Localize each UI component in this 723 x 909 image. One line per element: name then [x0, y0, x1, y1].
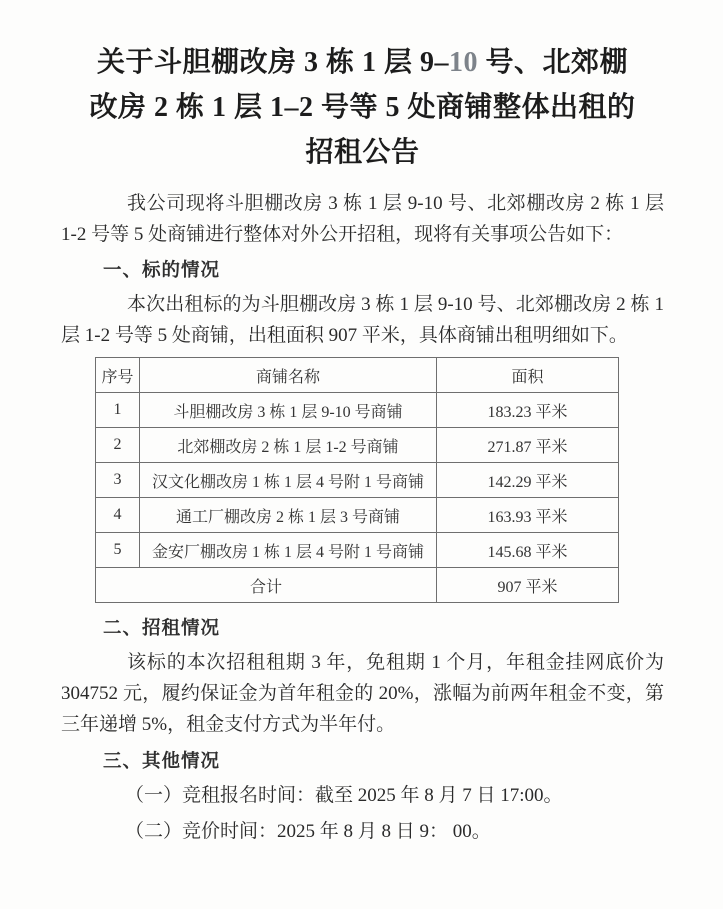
table-body — [96, 393, 619, 568]
table-total-row — [96, 568, 619, 603]
shops-table — [95, 357, 619, 603]
shop-name-cell: 北郊棚改房 2 栋 1 层 1-2 号商铺 — [140, 428, 437, 463]
table-row — [96, 428, 619, 463]
section-2-heading: 二、招租情况 — [103, 617, 221, 638]
column-header-index: 序号 — [96, 358, 140, 393]
section-1-paragraph: 本次出租标的为斗胆棚改房 3 栋 1 层 9-10 号、北郊棚改房 2 栋 1 层 1-2 号等 5 处商铺，出租面积 907 平米，具体商铺出租明细如下。 — [61, 294, 664, 346]
row-index-cell: 2 — [96, 428, 140, 463]
row-index-cell: 3 — [96, 463, 140, 498]
table-row — [96, 498, 619, 533]
area-cell: 271.87 平米 — [437, 428, 619, 463]
intro-paragraph: 我公司现将斗胆棚改房 3 栋 1 层 9-10 号、北郊棚改房 2 栋 1 层 1-2 号等 5 处商铺进行整体对外公开招租，现将有关事项公告如下： — [61, 193, 664, 245]
table-row — [96, 393, 619, 428]
total-value-cell: 907 平米 — [437, 568, 619, 603]
total-label-cell: 合计 — [96, 568, 437, 603]
row-index-cell: 5 — [96, 533, 140, 568]
title-text-part1: 关于斗胆棚改房 3 栋 1 层 9– — [96, 47, 449, 78]
shop-name-cell: 斗胆棚改房 3 栋 1 层 9-10 号商铺 — [140, 393, 437, 428]
row-index-cell: 4 — [96, 498, 140, 533]
table-row — [96, 463, 619, 498]
area-cell: 163.93 平米 — [437, 498, 619, 533]
table-header-row — [96, 358, 619, 393]
area-cell: 183.23 平米 — [437, 393, 619, 428]
area-cell: 145.68 平米 — [437, 533, 619, 568]
title-text-part2: 号、北郊棚改房 2 栋 1 层 1–2 号等 5 处商铺整体出租的招租公告 — [89, 47, 636, 168]
area-cell: 142.29 平米 — [437, 463, 619, 498]
section-1-heading: 一、标的情况 — [103, 259, 221, 280]
page-title — [85, 40, 641, 175]
title-faded-number: 10 — [449, 47, 478, 78]
section-3-heading: 三、其他情况 — [103, 750, 221, 771]
shop-name-cell: 汉文化棚改房 1 栋 1 层 4 号附 1 号商铺 — [140, 463, 437, 498]
section-3-item-signup-deadline: （一）竞租报名时间：截至 2025 年 8 月 7 日 17:00。 — [125, 785, 563, 806]
section-3-item-bidding-time: （二）竞价时间：2025 年 8 月 8 日 9： 00。 — [125, 821, 491, 842]
shop-name-cell: 金安厂棚改房 1 栋 1 层 4 号附 1 号商铺 — [140, 533, 437, 568]
table-row — [96, 533, 619, 568]
row-index-cell: 1 — [96, 393, 140, 428]
column-header-area: 面积 — [437, 358, 619, 393]
column-header-shop-name: 商铺名称 — [140, 358, 437, 393]
shop-name-cell: 通工厂棚改房 2 栋 1 层 3 号商铺 — [140, 498, 437, 533]
section-2-paragraph: 该标的本次招租租期 3 年，免租期 1 个月，年租金挂网底价为 304752 元，履约保证金为首年租金的 20%，涨幅为前两年租金不变，第三年递增 5%，租金支付方式为半年付。 — [61, 652, 664, 735]
